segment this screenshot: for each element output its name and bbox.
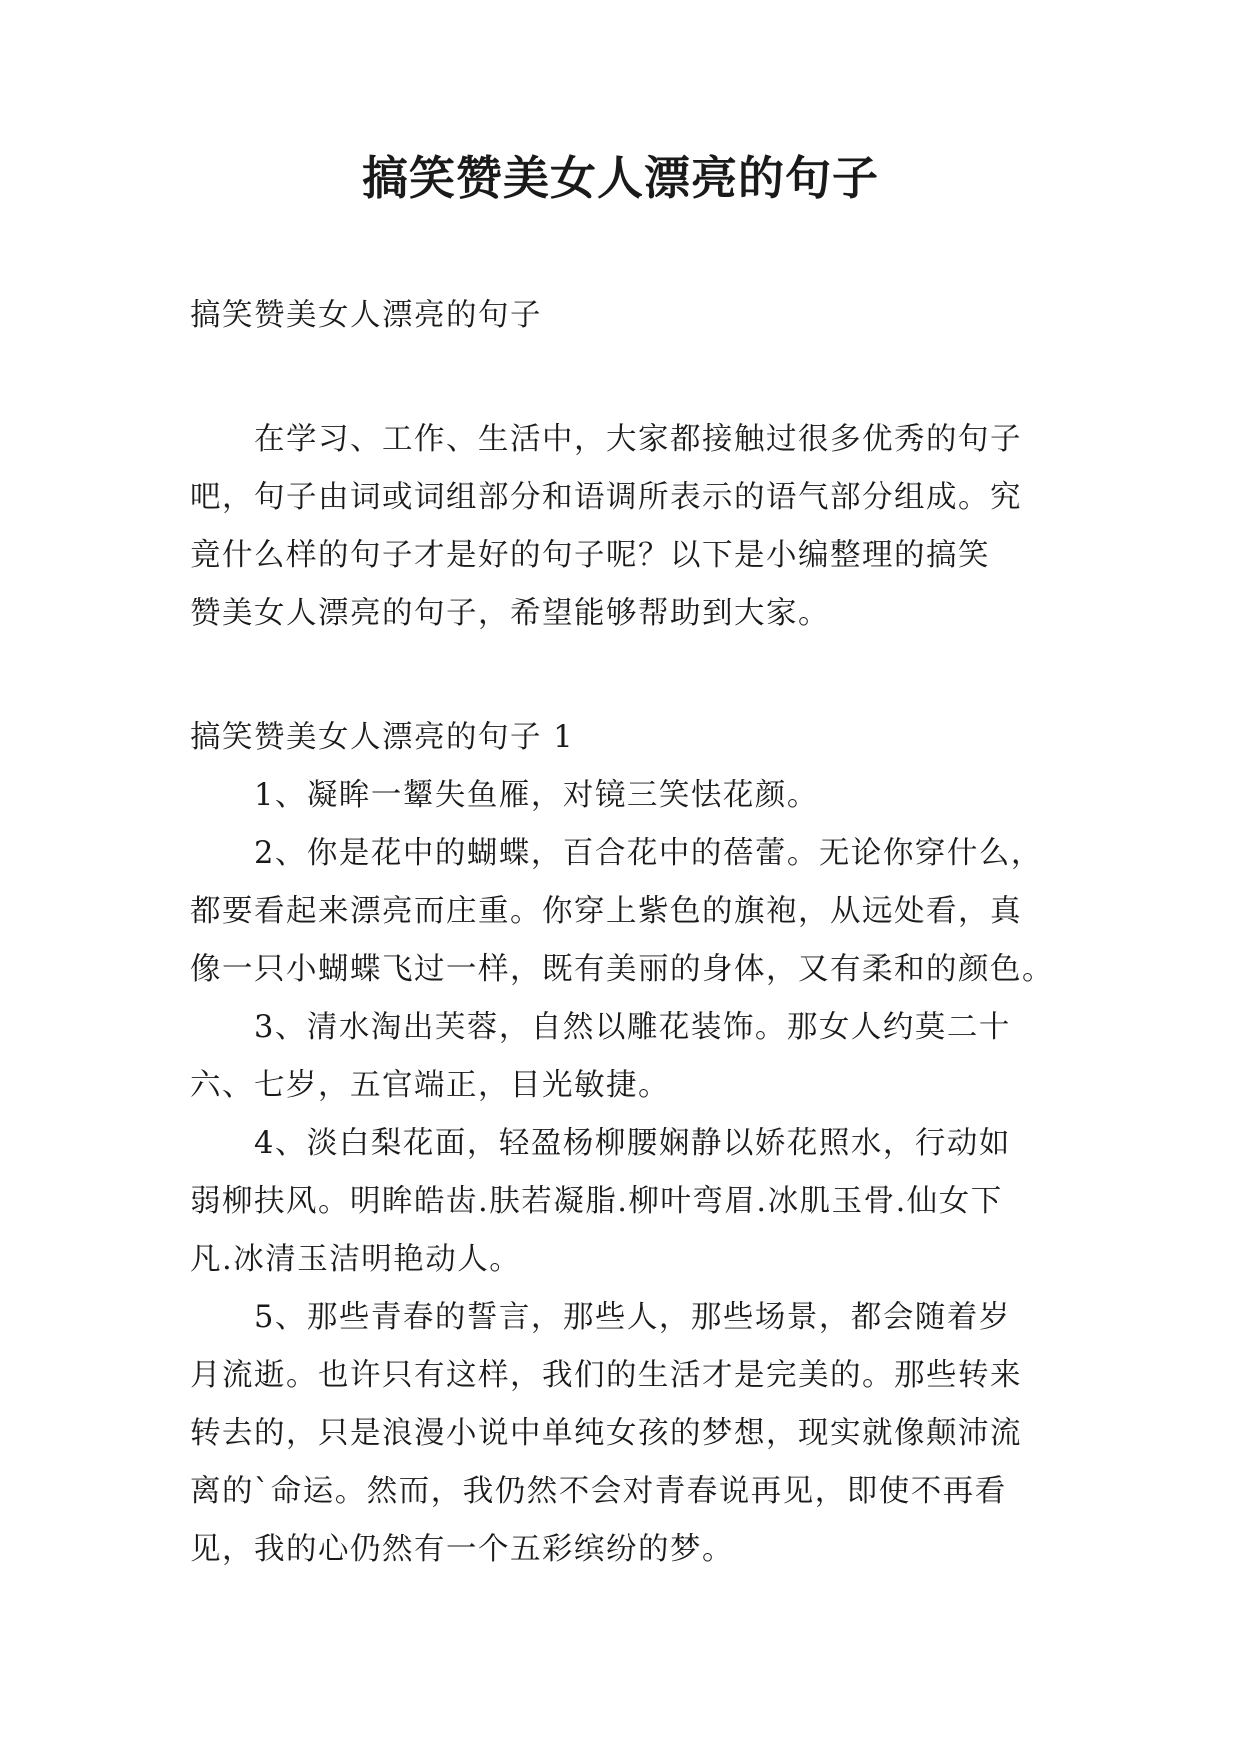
intro-line: 在学习、工作、生活中，大家都接触过很多优秀的句子 bbox=[254, 422, 1022, 457]
page-title: 搞笑赞美女人漂亮的句子 bbox=[362, 151, 879, 205]
item-line: 离的`命运。然而，我仍然不会对青春说再见，即使不再看 bbox=[190, 1474, 1007, 1509]
item-line: 5、那些青春的誓言，那些人，那些场景，都会随着岁 bbox=[254, 1300, 1011, 1335]
item-line: 六、七岁，五官端正，目光敏捷。 bbox=[190, 1068, 670, 1103]
item-line: 见，我的心仍然有一个五彩缤纷的梦。 bbox=[190, 1532, 734, 1567]
intro-line: 吧，句子由词或词组部分和语调所表示的语气部分组成。究 bbox=[190, 480, 1022, 515]
item-line: 4、淡白梨花面，轻盈杨柳腰娴静以娇花照水，行动如 bbox=[254, 1126, 1011, 1161]
list-item bbox=[190, 999, 1048, 1115]
intro-line: 赞美女人漂亮的句子，希望能够帮助到大家。 bbox=[190, 596, 830, 631]
intro-paragraph bbox=[190, 411, 1048, 643]
item-line: 像一只小蝴蝶飞过一样，既有美丽的身体，又有柔和的颜色。 bbox=[190, 952, 1054, 987]
list-item bbox=[190, 1115, 1048, 1289]
section-heading: 搞笑赞美女人漂亮的句子 1 bbox=[190, 720, 575, 755]
spacer bbox=[190, 643, 1048, 709]
list-item bbox=[190, 1289, 1048, 1579]
item-line: 转去的，只是浪漫小说中单纯女孩的梦想，现实就像颠沛流 bbox=[190, 1416, 1022, 1451]
document-subtitle: 搞笑赞美女人漂亮的句子 bbox=[190, 298, 542, 333]
spacer bbox=[190, 345, 1048, 411]
item-line: 都要看起来漂亮而庄重。你穿上紫色的旗袍，从远处看，真 bbox=[190, 894, 1022, 929]
item-line: 弱柳扶风。明眸皓齿.肤若凝脂.柳叶弯眉.冰肌玉骨.仙女下 bbox=[190, 1184, 1003, 1219]
list-item bbox=[190, 825, 1054, 999]
item-line: 月流逝。也许只有这样，我们的生活才是完美的。那些转来 bbox=[190, 1358, 1022, 1393]
item-line: 1、凝眸一颦失鱼雁，对镜三笑怯花颜。 bbox=[254, 778, 819, 813]
intro-line: 竟什么样的句子才是好的句子呢？以下是小编整理的搞笑 bbox=[190, 538, 990, 573]
item-line: 凡.冰清玉洁明艳动人。 bbox=[190, 1242, 522, 1277]
item-line: 2、你是花中的蝴蝶，百合花中的蓓蕾。无论你穿什么， bbox=[254, 836, 1043, 871]
list-item bbox=[190, 767, 1048, 825]
document-body bbox=[190, 287, 1054, 1579]
item-line: 3、清水淘出芙蓉，自然以雕花装饰。那女人约莫二十 bbox=[254, 1010, 1011, 1045]
